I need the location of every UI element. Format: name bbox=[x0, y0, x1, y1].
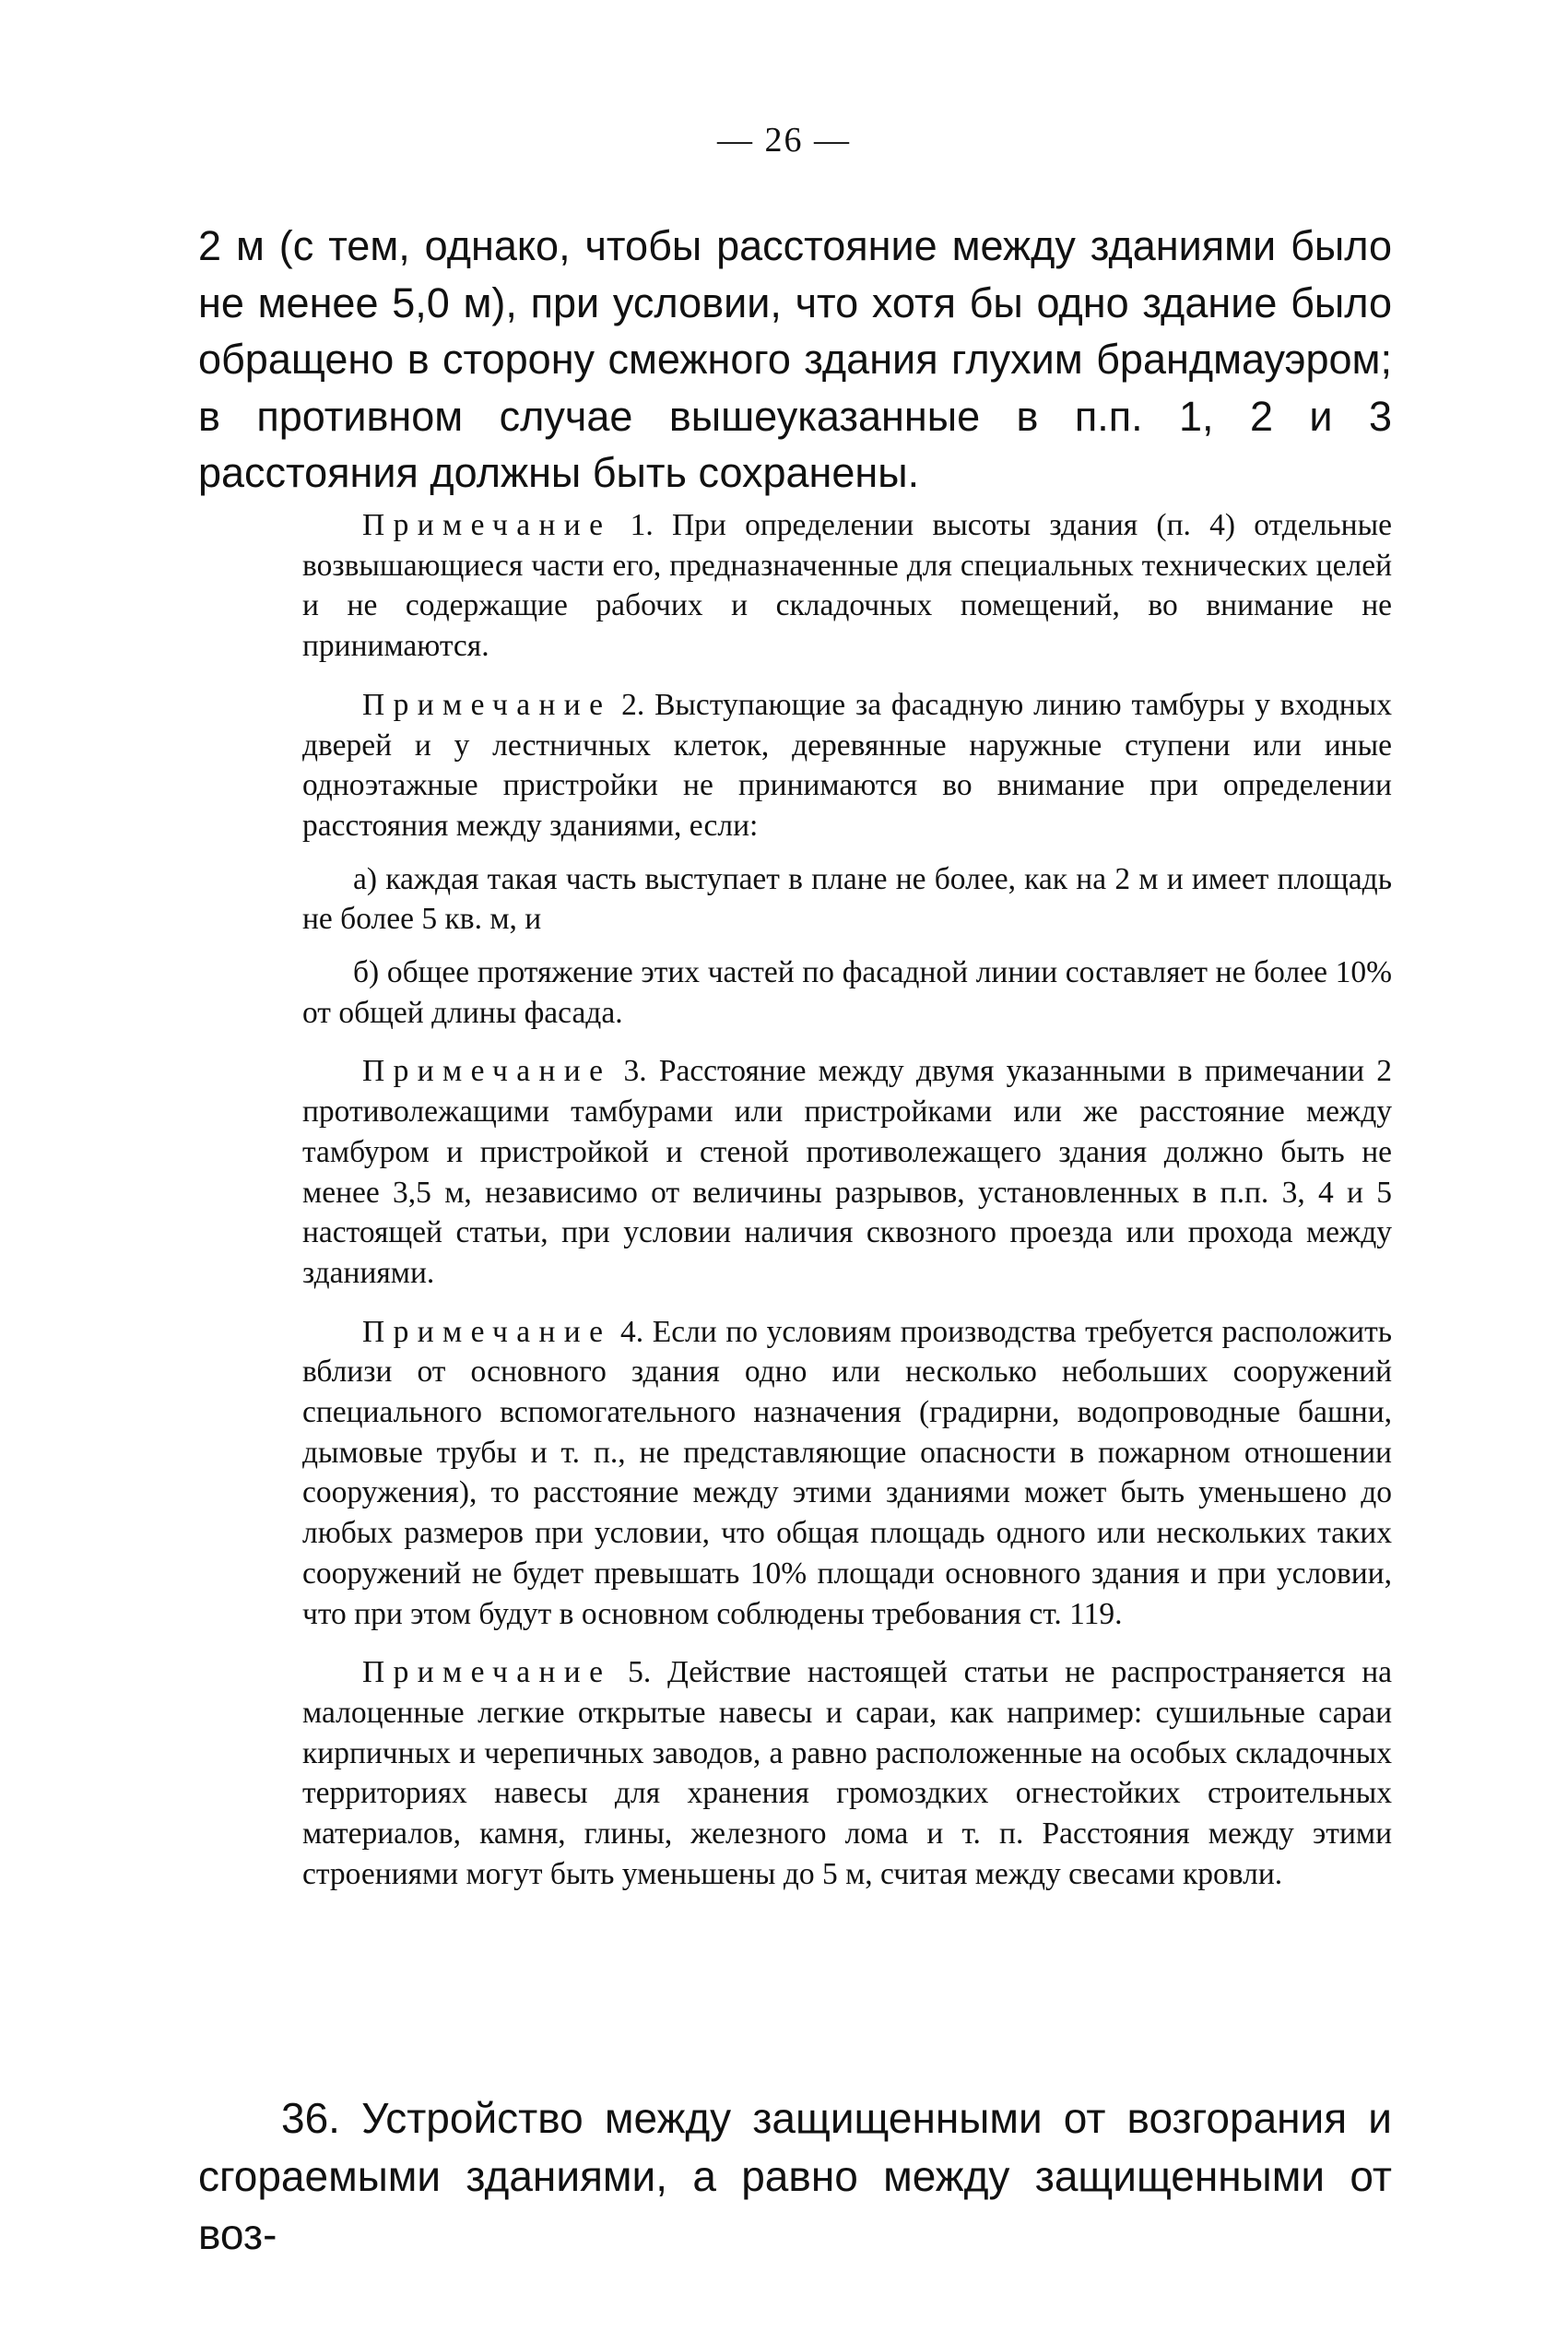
note-2 bbox=[302, 685, 1392, 846]
note-1-text: 1. При определении высоты здания (п. 4) отдельные возвышающиеся части его, предназначенные для специальных технических целей и не содержащие рабочих и складочных помещений, во внимание не принимаются. bbox=[302, 508, 1392, 664]
note-1 bbox=[302, 505, 1392, 667]
note-2-text: 2. Выступающие за фасадную линию тамбуры у входных дверей и у лестничных клеток, деревянные наружные ступени или иные одноэтажные пристройки не принимаются во внимание при определении расстояния между зданиями, если: bbox=[302, 687, 1392, 843]
lead-paragraph-text: 2 м (с тем, однако, чтобы расстояние между зданиями было не менее 5,0 м), при условии, что хотя бы одно здание было обращено в сторону смежного здания глухим брандмауэром; в противном случае вышеуказанные в п.п. 1, 2 и 3 расстояния должны быть сохранены. bbox=[198, 222, 1392, 496]
note-2-item-b: б) общее протяжение этих частей по фасадной линии составляет не более 10% от общей длины фасада. bbox=[302, 955, 1392, 1030]
note-3 bbox=[302, 1051, 1392, 1293]
note-5-label: Примечание bbox=[362, 1655, 612, 1690]
note-2-item-a: а) каждая такая часть выступает в плане не более, как на 2 м и имеет площадь не более 5 кв. м, и bbox=[302, 861, 1392, 937]
note-5 bbox=[302, 1652, 1392, 1894]
section-36 bbox=[198, 2089, 1392, 2264]
note-3-text: 3. Расстояние между двумя указанными в примечании 2 противолежащими тамбурами или пристройками или же расстояние между тамбуром и пристройкой и стеной противолежащего здания должно быть не менее 3,5 м, независимо от величины разрывов, установленных в п.п. 3, 4 и 5 настоящей статьи, при условии наличия сквозного проезда или прохода между зданиями. bbox=[302, 1054, 1393, 1290]
page-number: — 26 — bbox=[717, 121, 851, 160]
notes-block bbox=[302, 505, 1392, 1895]
note-2-label: Примечание bbox=[362, 687, 612, 722]
note-3-label: Примечание bbox=[362, 1054, 612, 1089]
note-4-text: 4. Если по условиям производства требуется расположить вблизи от основного здания одно или несколько небольших сооружений специального вспомогательного назначения (градирни, водопроводные башни, дымовые трубы и т. п., не представляющие опасности в пожарном отношении сооружения), то расстояние между этими зданиями может быть уменьшено до любых размеров при условии, что общая площадь одного или нескольких таких сооружений не будет превышать 10% площади основного здания и при условии, что при этом будут в основном соблюдены требования ст. 119. bbox=[302, 1314, 1392, 1631]
note-1-label: Примечание bbox=[362, 508, 612, 542]
note-4 bbox=[302, 1312, 1392, 1635]
lead-paragraph bbox=[198, 218, 1392, 502]
section-36-text: 36. Устройство между защищенными от возгорания и сгораемыми зданиями, а равно между защищенными от воз- bbox=[198, 2094, 1392, 2258]
note-5-text: 5. Действие настоящей статьи не распространяется на малоценные легкие открытые навесы и сараи, как например: сушильные сараи кирпичных и черепичных заводов, а равно расположенные на особых складочных территориях навесы для хранения громоздких огнестойких строительных материалов, камня, глины, железного лома и т. п. Расстояния между этими строениями могут быть уменьшены до 5 м, считая между свесами кровли. bbox=[302, 1655, 1393, 1891]
note-4-label: Примечание bbox=[362, 1314, 612, 1349]
